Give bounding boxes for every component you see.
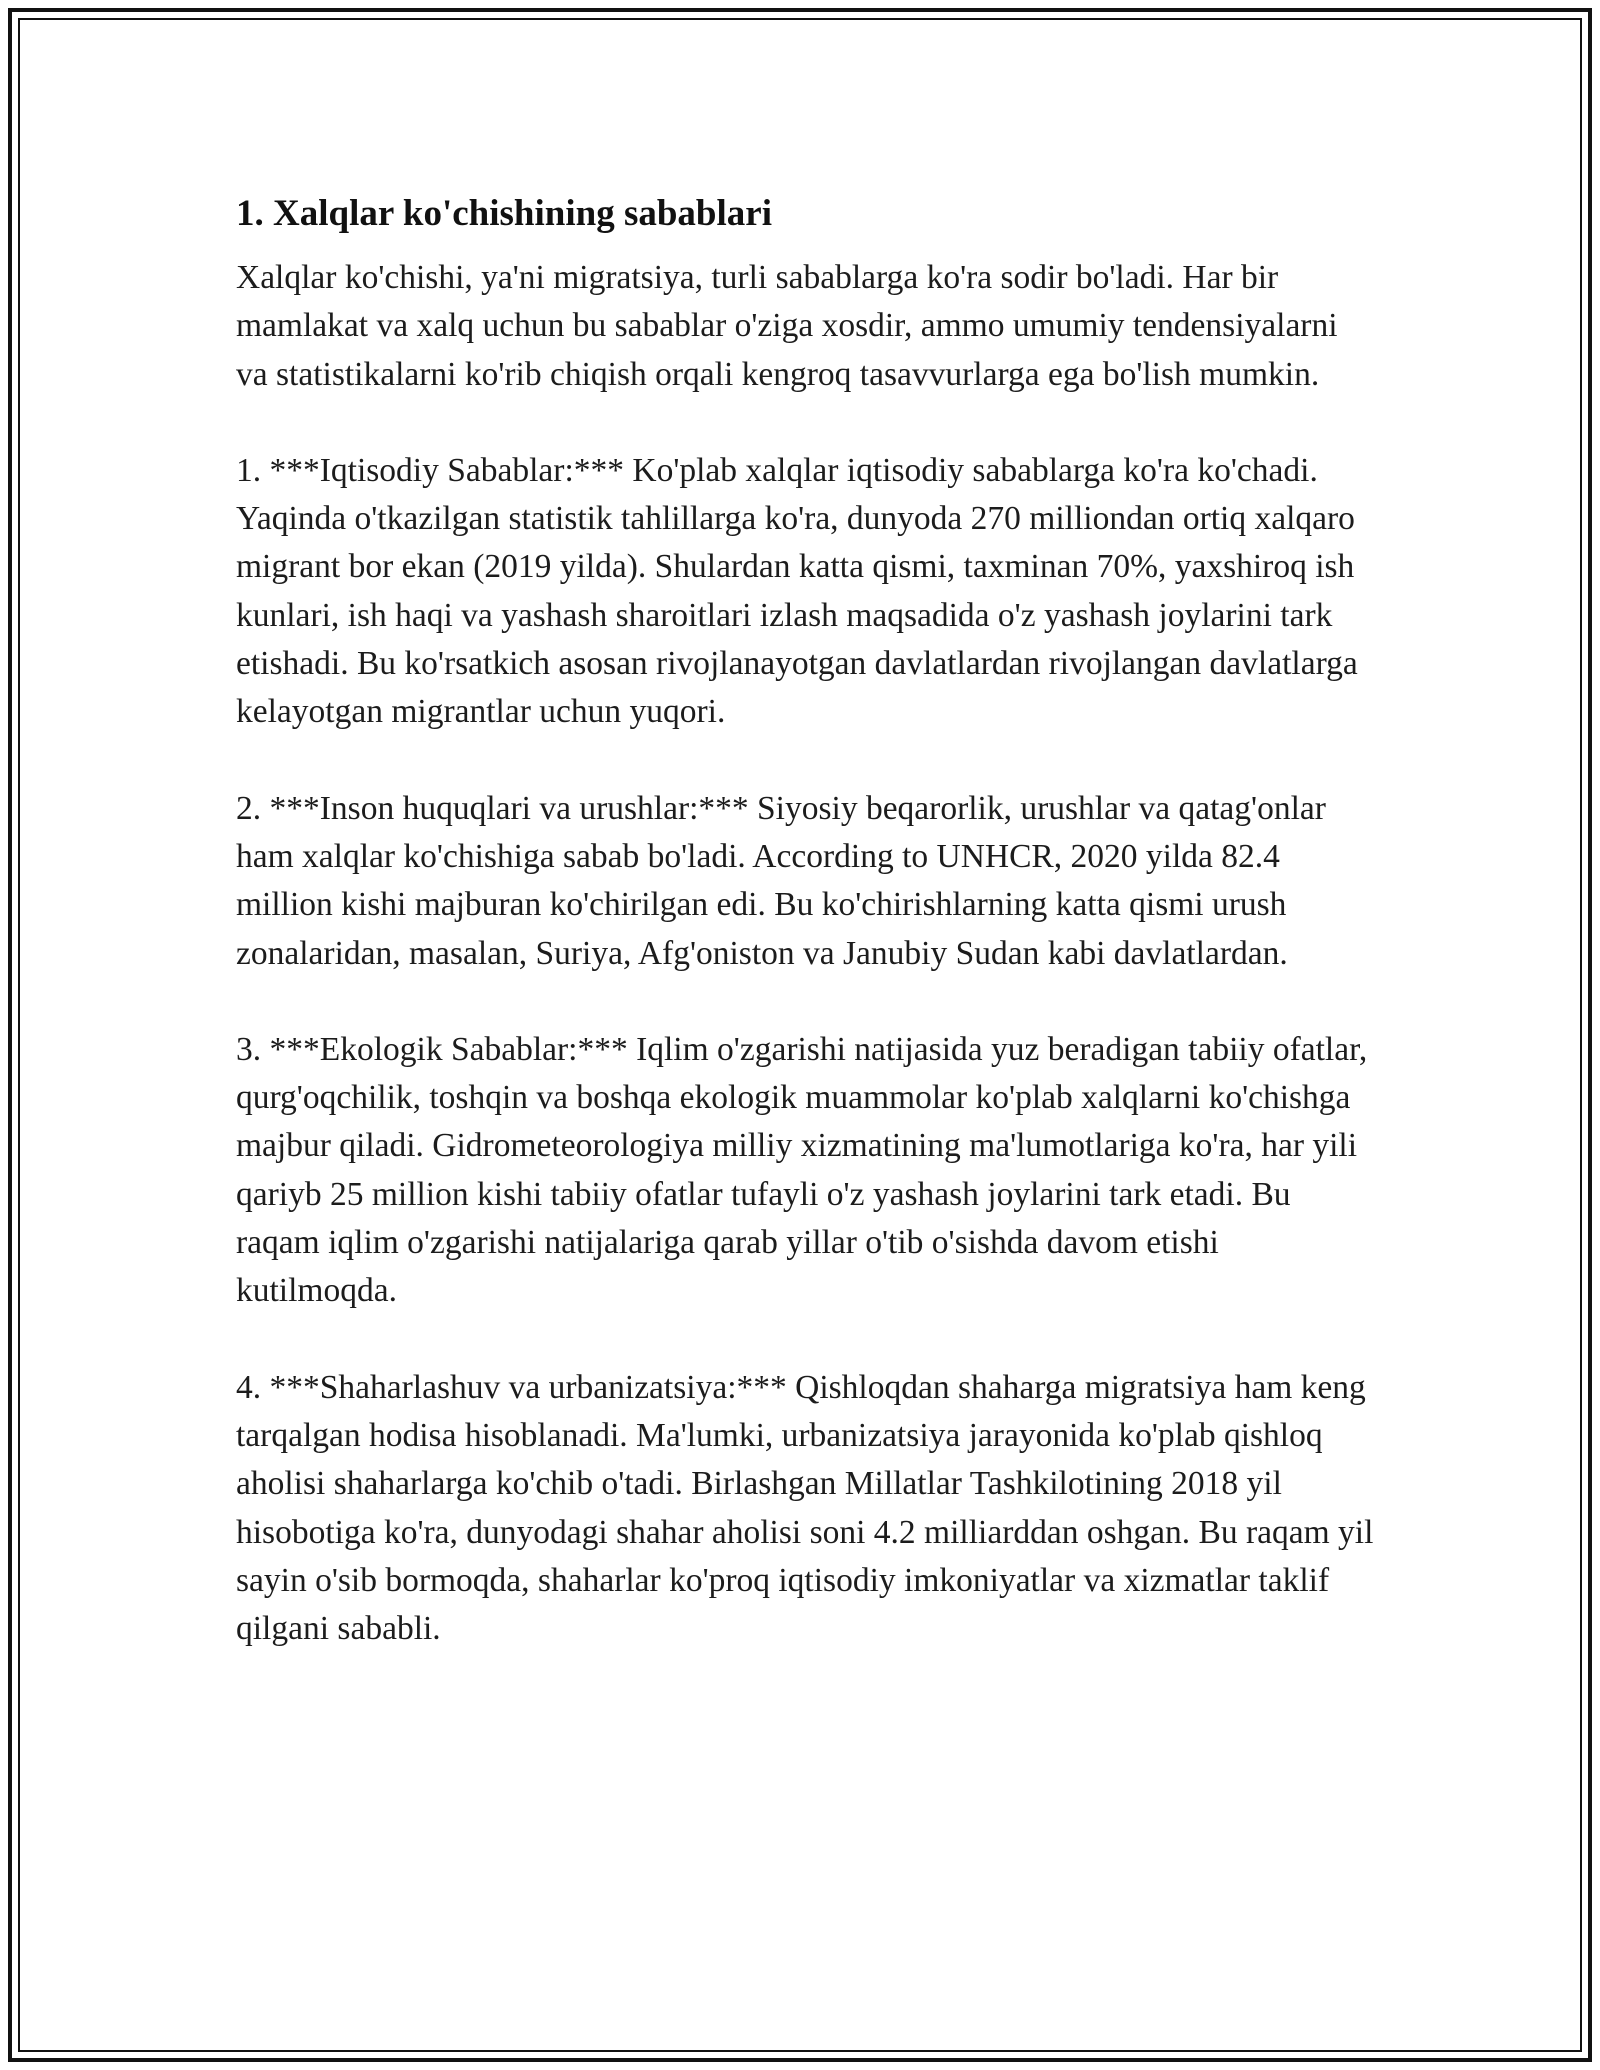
document-body: [236, 188, 1376, 1653]
section-economic-reasons: 1. ***Iqtisodiy Sabablar:*** Ko'plab xalqlar iqtisodiy sabablarga ko'ra ko'chadi. Yaqinda o'tkazilgan statistik tahlillarga ko'ra, dunyoda 270 milliondan ortiq xalqaro migrant bor ekan (2019 yilda). Shulardan katta qismi, taxminan 70%, yaxshiroq ish kunlari, ish haqi va yashash sharoitlari izlash maqsadida o'z yashash joylarini tark etishadi. Bu ko'rsatkich asosan rivojlanayotgan davlatlardan rivojlangan davlatlarga kelayotgan migrantlar uchun yuqori.: [236, 451, 1358, 731]
section-human-rights-wars: 2. ***Inson huquqlari va urushlar:*** Siyosiy beqarorlik, urushlar va qatag'onlar ham xalqlar ko'chishiga sabab bo'ladi. According to UNHCR, 2020 yilda 82.4 million kishi majburan ko'chirilgan edi. Bu ko'chirishlarning katta qismi urush zonalaridan, masalan, Suriya, Afg'oniston va Janubiy Sudan kabi davlatlardan.: [236, 789, 1326, 972]
intro-paragraph: Xalqlar ko'chishi, ya'ni migratsiya, turli sabablarga ko'ra sodir bo'ladi. Har bir mamlakat va xalq uchun bu sabablar o'ziga xosdir, ammo umumiy tendensiyalarni va statistikalarni ko'rib chiqish orqali kengroq tasavvurlarga ega bo'lish mumkin.: [236, 259, 1338, 393]
section-ecological-reasons: 3. ***Ekologik Sabablar:*** Iqlim o'zgarishi natijasida yuz beradigan tabiiy ofatlar, qurg'oqchilik, toshqin va boshqa ekologik muammolar ko'plab xalqlarni ko'chishga majbur qiladi. Gidrometeorologiya milliy xizmatining ma'lumotlariga ko'ra, har yili qariyb 25 million kishi tabiiy ofatlar tufayli o'z yashash joylarini tark etadi. Bu raqam iqlim o'zgarishi natijalariga qarab yillar o'tib o'sishda davom etishi kutilmoqda.: [236, 1030, 1368, 1310]
section-urbanization: 4. ***Shaharlashuv va urbanizatsiya:*** Qishloqdan shaharga migratsiya ham keng tarqalgan hodisa hisoblanadi. Ma'lumki, urbanizatsiya jarayonida ko'plab qishloq aholisi shaharlarga ko'chib o'tadi. Birlashgan Millatlar Tashkilotining 2018 yil hisobotiga ko'ra, dunyodagi shahar aholisi soni 4.2 milliarddan oshgan. Bu raqam yil sayin o'sib bormoqda, shaharlar ko'proq iqtisodiy imkoniyatlar va xizmatlar taklif qilgani sababli.: [236, 1368, 1374, 1648]
document-title: 1. Xalqlar ko'chishining sabablari: [236, 193, 772, 234]
